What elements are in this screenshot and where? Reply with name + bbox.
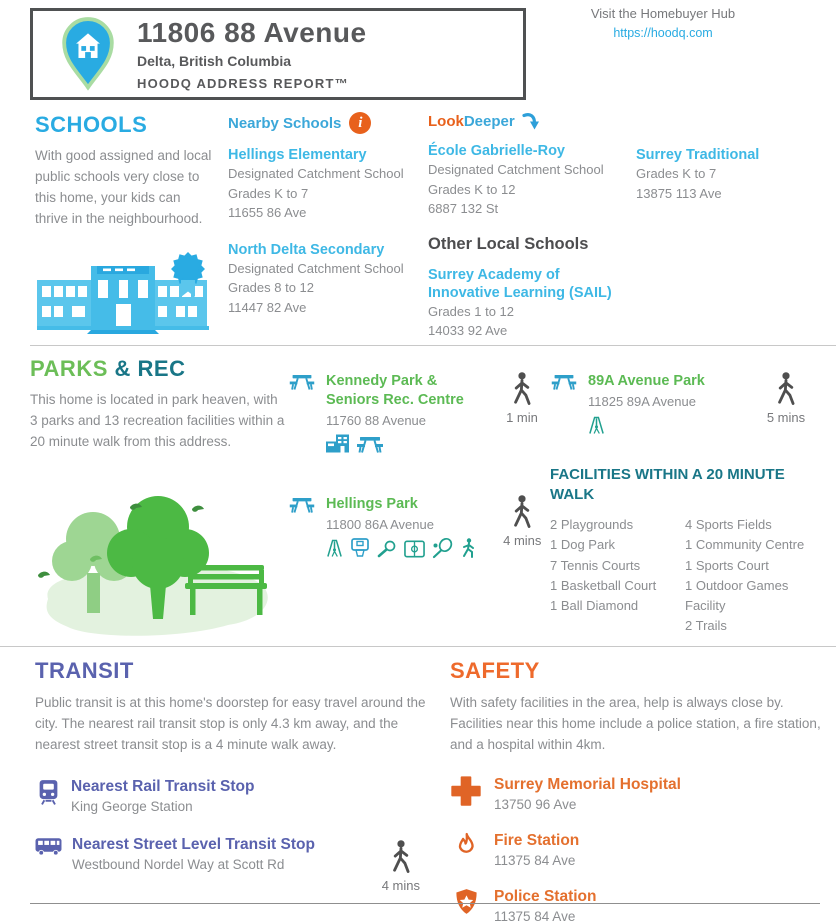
street-stop-item xyxy=(35,836,450,893)
park-info xyxy=(588,372,748,435)
facility-item: 7 Tennis Courts xyxy=(550,557,641,573)
facility-item: 1 Community Centre xyxy=(685,537,805,553)
tennis-icon xyxy=(432,538,454,558)
schools-intro-column xyxy=(35,112,228,347)
safety-item xyxy=(450,832,822,868)
park-address: 11800 86A Avenue xyxy=(326,516,434,532)
facilities-list-2 xyxy=(685,515,810,636)
transit-description: Public transit is at this home's doorstep for easy travel around the city. The nearest rail transit stop is only 4.3 km away, and the nearest street transit stop is a 4 minute walk away. xyxy=(35,695,426,752)
picnic-bench-icon xyxy=(550,372,578,390)
rail-stop-label: Nearest Rail Transit Stop xyxy=(71,777,255,795)
street-stop-label: Nearest Street Level Transit Stop xyxy=(72,835,315,853)
school-address: 11655 86 Ave xyxy=(228,205,307,221)
stop-info xyxy=(72,836,315,872)
police-shield-icon xyxy=(450,888,482,915)
school-link[interactable]: Surrey Traditional xyxy=(636,147,760,163)
facilities-columns xyxy=(550,515,824,636)
transit-section xyxy=(35,658,450,924)
parks-heading: PARKS & REC xyxy=(30,356,186,381)
park-item xyxy=(288,495,550,558)
park-info xyxy=(326,495,485,558)
stop-info xyxy=(71,778,254,814)
safety-name: Police Station xyxy=(494,887,597,905)
school-type: Designated Catchment School xyxy=(228,166,404,182)
safety-name: Fire Station xyxy=(494,831,580,849)
facility-item: 2 Trails xyxy=(685,618,727,634)
schools-section xyxy=(35,112,822,347)
walker-icon xyxy=(388,840,414,876)
safety-name: Surrey Memorial Hospital xyxy=(494,775,681,793)
rail-stop-value: King George Station xyxy=(71,798,193,814)
safety-address: 11375 84 Ave xyxy=(494,908,576,924)
school-type: Designated Catchment School xyxy=(428,162,604,178)
school-link[interactable]: Surrey Academy of Innovative Learning (SAIL) xyxy=(428,266,612,301)
walker-icon xyxy=(509,495,535,531)
facility-item: 1 Outdoor Games Facility xyxy=(685,577,789,613)
swing-icon xyxy=(588,415,605,435)
hoodq-link[interactable]: https://hoodq.com xyxy=(613,26,713,40)
rec-centre-icon xyxy=(326,434,350,453)
safety-info xyxy=(494,888,597,924)
info-icon[interactable]: i xyxy=(349,112,371,134)
walker-icon xyxy=(773,372,799,408)
schools-heading: SCHOOLS xyxy=(35,112,148,137)
safety-item xyxy=(450,888,822,924)
school-grades: Grades K to 7 xyxy=(636,166,717,182)
lookdeeper-column xyxy=(428,112,636,347)
street-stop-value: Westbound Nordel Way at Scott Rd xyxy=(72,856,285,872)
report-header xyxy=(30,8,526,100)
transit-heading: TRANSIT xyxy=(35,658,134,683)
park-facility-icons xyxy=(588,415,748,435)
park-illustration xyxy=(30,467,288,647)
facility-item: 1 Basketball Court xyxy=(550,577,657,593)
facilities-list-1 xyxy=(550,515,685,636)
curved-arrow-icon[interactable] xyxy=(523,112,539,130)
school-address: 6887 132 St xyxy=(428,201,499,217)
park-item xyxy=(550,372,824,435)
school-link[interactable]: École Gabrielle-Roy xyxy=(428,143,565,159)
parks-right-column xyxy=(550,356,824,652)
park-name[interactable]: Kennedy Park & Seniors Rec. Centre xyxy=(326,373,464,408)
report-title: HOODQ ADDRESS REPORT™ xyxy=(137,76,349,91)
flame-icon xyxy=(450,832,482,858)
nearby-schools-heading xyxy=(228,112,428,134)
walk-time xyxy=(382,840,420,893)
facilities-heading: FACILITIES WITHIN A 20 MINUTE WALK xyxy=(550,465,785,504)
walk-time xyxy=(494,372,550,453)
school-item xyxy=(428,142,636,219)
baseball-icon xyxy=(377,540,397,558)
hospital-cross-icon xyxy=(450,776,482,806)
safety-address: 11375 84 Ave xyxy=(494,852,576,868)
facilities-block xyxy=(550,465,824,636)
school-grades: Grades K to 12 xyxy=(428,181,516,197)
section-divider xyxy=(30,345,836,346)
additional-schools-column xyxy=(636,112,822,347)
park-facility-icons xyxy=(326,538,485,558)
runner-icon xyxy=(461,538,475,558)
schools-description: With good assigned and local public schools very close to this home, your kids can thrive in the neighbourhood. xyxy=(35,148,212,226)
walk-time-label: 4 mins xyxy=(503,532,542,548)
parks-section xyxy=(30,356,822,652)
walk-time-label: 1 min xyxy=(506,410,538,425)
header-text xyxy=(137,17,367,91)
safety-info xyxy=(494,832,579,868)
park-item xyxy=(288,372,550,453)
facility-item: 1 Sports Court xyxy=(685,557,769,573)
bottom-sections xyxy=(35,658,822,924)
section-divider xyxy=(0,646,836,647)
walk-time xyxy=(495,495,550,558)
swing-icon xyxy=(326,538,343,558)
school-link[interactable]: North Delta Secondary xyxy=(228,241,385,258)
park-address: 11760 88 Avenue xyxy=(326,412,427,428)
nearby-schools-column xyxy=(228,112,428,347)
other-local-schools-heading: Other Local Schools xyxy=(428,234,589,253)
park-info xyxy=(326,372,476,453)
school-link[interactable]: Hellings Elementary xyxy=(228,147,367,163)
school-item xyxy=(228,241,428,318)
nearby-schools-label: Nearby Schools xyxy=(228,114,342,132)
page-title: 11806 88 Avenue xyxy=(137,17,367,48)
school-grades: Grades 8 to 12 xyxy=(228,280,314,296)
bus-icon xyxy=(35,836,62,856)
visit-hub-label: Visit the Homebuyer Hub xyxy=(590,6,736,21)
facility-item: 2 Playgrounds xyxy=(550,517,634,533)
park-name[interactable]: Hellings Park xyxy=(326,495,418,512)
homebuyer-hub xyxy=(548,6,778,40)
parks-intro-column xyxy=(30,356,288,652)
basketball-icon xyxy=(350,538,370,558)
picnic-bench-icon xyxy=(288,495,316,513)
page-bottom-rule xyxy=(30,903,820,904)
safety-item xyxy=(450,776,822,812)
walker-icon xyxy=(509,372,535,408)
lookdeeper-label: LookDeeper xyxy=(428,112,515,130)
school-grades: Grades 1 to 12 xyxy=(428,303,514,319)
park-name[interactable]: 89A Avenue Park xyxy=(588,373,705,389)
train-icon xyxy=(35,778,61,805)
facility-item: 1 Dog Park xyxy=(550,537,616,553)
safety-description: With safety facilities in the area, help is always close by. Facilities near this home include a police station, a fire station, and a hospital within 4km. xyxy=(450,695,821,752)
school-item xyxy=(228,146,428,223)
walk-time-label: 4 mins xyxy=(381,877,420,893)
school-grades: Grades K to 7 xyxy=(228,185,309,201)
park-address: 11825 89A Avenue xyxy=(588,393,696,409)
rail-stop-item xyxy=(35,778,450,814)
school-item xyxy=(428,266,636,341)
address-city: Delta, British Columbia xyxy=(137,53,292,69)
lookdeeper-heading xyxy=(428,112,636,130)
school-address: 13875 113 Ave xyxy=(636,185,722,201)
walk-time-label: 5 mins xyxy=(766,410,806,425)
school-building-illustration xyxy=(35,250,211,342)
facility-item: 1 Ball Diamond xyxy=(550,597,639,613)
parks-description: This home is located in park heaven, with 3 parks and 13 recreation facilities within a 20 minute walk from this address. xyxy=(30,392,285,449)
school-item xyxy=(636,146,822,203)
school-address: 14033 92 Ave xyxy=(428,323,508,339)
facility-item: 4 Sports Fields xyxy=(685,517,772,533)
walk-time xyxy=(758,372,814,435)
safety-address: 13750 96 Ave xyxy=(494,796,577,812)
parks-list-column xyxy=(288,356,550,652)
park-facility-icons xyxy=(326,434,476,453)
sports-field-icon xyxy=(404,540,425,558)
safety-heading: SAFETY xyxy=(450,658,540,683)
picnic-bench-icon xyxy=(288,372,316,390)
map-pin-icon xyxy=(61,19,115,89)
school-type: Designated Catchment School xyxy=(228,260,404,276)
safety-section xyxy=(450,658,822,924)
safety-info xyxy=(494,776,681,812)
school-address: 11447 82 Ave xyxy=(228,299,307,315)
picnic-bench-icon xyxy=(357,436,383,453)
